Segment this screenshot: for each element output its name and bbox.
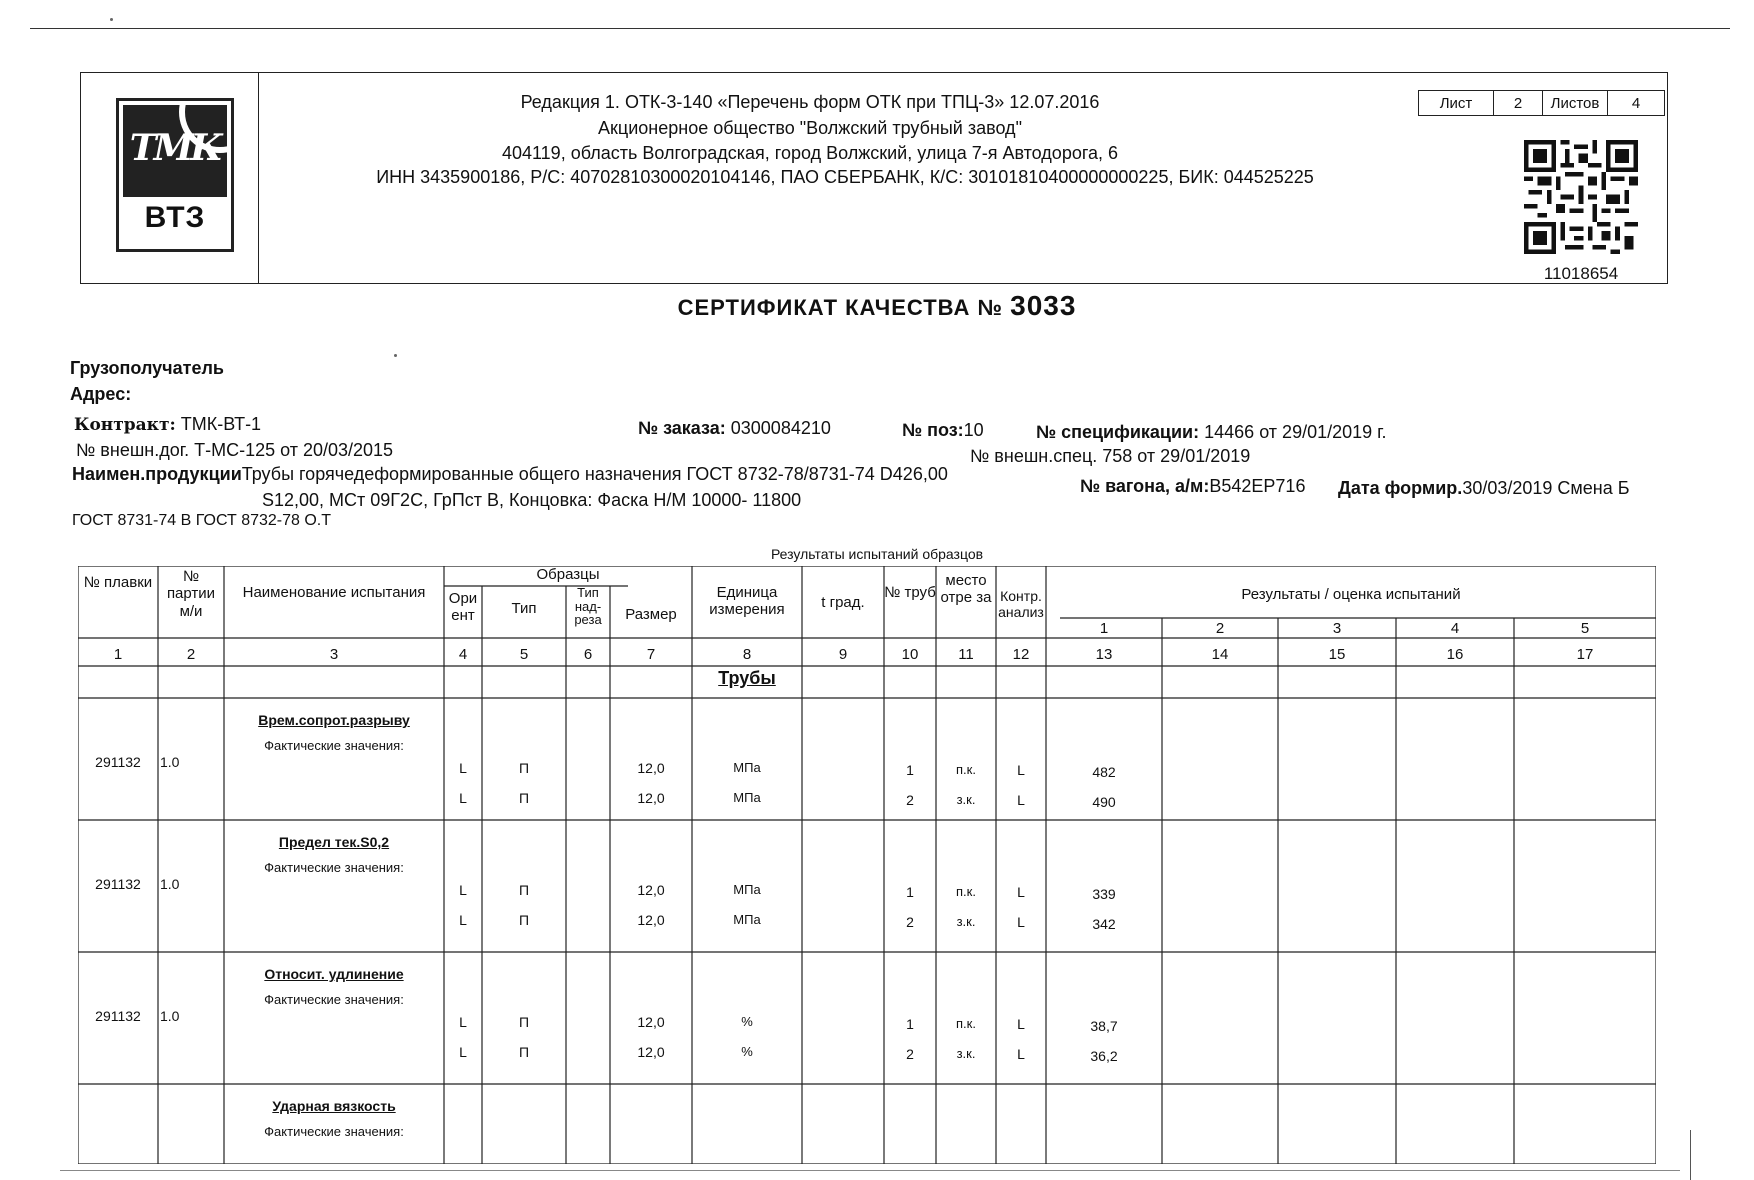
sample-type-cell: П — [518, 1044, 530, 1060]
result-value-1: 490 — [1092, 794, 1116, 810]
melt-number-cell: 291132 — [95, 876, 141, 892]
result-column-header-3: 3 — [1332, 620, 1342, 637]
shift-value: Смена Б — [1557, 478, 1630, 498]
test-name: Предел тек.S0,2 — [278, 834, 390, 850]
pipe-number-cell: 1 — [906, 884, 914, 900]
header-company-name: Акционерное общество "Волжский трубный завод" — [598, 118, 1022, 138]
address-label: Адрес: — [70, 384, 132, 404]
logo-emblem — [123, 105, 227, 197]
header-test-name: Наименование испытания — [242, 584, 426, 601]
product-label: Наимен.продукции — [72, 464, 242, 484]
logo-tmk-text: ТМК — [129, 127, 221, 169]
header-bank-details: ИНН 3435900186, Р/С: 40702810300020104146, ПАО СБЕРБАНК, К/С: 30101810400000000225, БИК: 044525225 — [376, 167, 1314, 187]
result-column-header-1: 1 — [1099, 620, 1109, 637]
control-analysis-cell: L — [1017, 884, 1025, 900]
scan-speck — [394, 354, 397, 357]
column-number-10: 10 — [901, 646, 919, 663]
lot-number-cell: 1.0 — [160, 876, 180, 892]
result-value-1: 342 — [1092, 916, 1116, 932]
external-specification: № внешн.спец. 758 от 29/01/2019 — [970, 446, 1251, 466]
actual-values-label: Фактические значения: — [264, 1124, 404, 1139]
header-cut-place: место отре за — [940, 572, 992, 607]
header-lot-number: № партии м/и — [166, 568, 216, 620]
pipe-number-cell: 2 — [906, 914, 914, 930]
pipe-number-cell: 1 — [906, 1016, 914, 1032]
scan-speck — [110, 18, 113, 21]
column-number-11: 11 — [958, 646, 974, 663]
header-company-address: 404119, область Волгоградская, город Волжский, улица 7-я Автодорога, 6 — [501, 143, 1119, 163]
logo-vtz-text: ВТЗ — [144, 201, 206, 234]
wagon-line — [1080, 476, 1305, 497]
column-number-3: 3 — [329, 646, 339, 663]
sheets-label: Листов — [1543, 91, 1608, 116]
company-logo — [116, 98, 234, 252]
contract-label: Контракт: — [74, 415, 176, 435]
pipe-number-cell: 2 — [906, 792, 914, 808]
control-analysis-cell: L — [1017, 792, 1025, 808]
certificate-number: 3033 — [1010, 290, 1077, 321]
column-number-1: 1 — [113, 646, 123, 663]
column-number-6: 6 — [583, 646, 593, 663]
column-number-8: 8 — [742, 646, 752, 663]
size-cell: 12,0 — [637, 882, 665, 898]
cut-place-cell: з.к. — [956, 1046, 976, 1061]
column-number-7: 7 — [646, 646, 656, 663]
sheets-value: 4 — [1608, 91, 1665, 116]
sample-type-cell: П — [518, 1014, 530, 1030]
specification-line — [1036, 422, 1387, 443]
lot-number-cell: 1.0 — [160, 754, 180, 770]
column-number-2: 2 — [186, 646, 196, 663]
header-control-analysis: Контр. анализ — [998, 588, 1044, 621]
product-line-2: S12,00, МСт 09Г2С, ГрПст В, Концовка: Фаска Н/М 10000- 11800 — [262, 490, 802, 510]
size-cell: 12,0 — [637, 1044, 665, 1060]
pipe-number-cell: 1 — [906, 762, 914, 778]
result-column-header-5: 5 — [1580, 620, 1590, 637]
header-notch-type: Тип над- реза — [574, 585, 602, 628]
order-line — [638, 418, 831, 439]
header-orientation: Ори ент — [448, 590, 478, 625]
sheet-counter-table — [1418, 90, 1665, 116]
sample-type-cell: П — [518, 882, 530, 898]
unit-cell: МПа — [733, 912, 761, 927]
column-number-16: 16 — [1446, 646, 1464, 663]
date-label: Дата формир. — [1338, 478, 1463, 498]
result-value-1: 339 — [1092, 886, 1116, 902]
unit-cell: МПа — [733, 790, 761, 805]
header-revision-line: Редакция 1. ОТК-3-140 «Перечень форм ОТК при ТПЦ-3» 12.07.2016 — [520, 92, 1100, 112]
control-analysis-cell: L — [1017, 914, 1025, 930]
certificate-title — [0, 290, 1754, 322]
position-line — [902, 420, 984, 441]
contract-value: ТМК-ВТ-1 — [180, 414, 262, 434]
header-sample-type: Тип — [511, 600, 537, 617]
product-line-3: ГОСТ 8731-74 В ГОСТ 8732-78 О.Т — [72, 512, 332, 529]
orientation-cell: L — [459, 790, 467, 806]
melt-number-cell: 291132 — [95, 1008, 141, 1024]
external-contract: № внешн.дог. Т-МС-125 от 20/03/2015 — [76, 440, 394, 460]
position-value: 10 — [963, 420, 984, 440]
orientation-cell: L — [459, 1044, 467, 1060]
orientation-cell: L — [459, 882, 467, 898]
header-temperature: t град. — [821, 594, 865, 611]
test-name: Относит. удлинение — [264, 966, 404, 982]
header-unit: Единица измерения — [709, 584, 785, 619]
size-cell: 12,0 — [637, 912, 665, 928]
pipe-number-cell: 2 — [906, 1046, 914, 1062]
consignee-label: Грузополучатель — [70, 358, 224, 378]
column-number-4: 4 — [458, 646, 468, 663]
sample-type-cell: П — [518, 790, 530, 806]
result-value-1: 36,2 — [1090, 1048, 1118, 1064]
scan-top-line — [30, 28, 1730, 29]
header-samples: Образцы — [536, 566, 600, 583]
orientation-cell: L — [459, 760, 467, 776]
qr-number: 11018654 — [1543, 264, 1619, 283]
test-name: Врем.сопрот.разрыву — [258, 712, 410, 728]
lot-number-cell: 1.0 — [160, 1008, 180, 1024]
scan-edge-mark — [1690, 1130, 1691, 1180]
header-results: Результаты / оценка испытаний — [1241, 586, 1461, 603]
result-value-1: 38,7 — [1090, 1018, 1118, 1034]
sample-type-cell: П — [518, 912, 530, 928]
cut-place-cell: п.к. — [956, 1016, 976, 1031]
cut-place-cell: з.к. — [956, 792, 976, 807]
unit-cell: МПа — [733, 760, 761, 775]
column-number-13: 13 — [1095, 646, 1113, 663]
product-line-1 — [72, 464, 948, 485]
unit-cell: МПа — [733, 882, 761, 897]
cut-place-cell: з.к. — [956, 914, 976, 929]
cut-place-cell: п.к. — [956, 762, 976, 777]
column-number-17: 17 — [1576, 646, 1594, 663]
specification-value: 14466 от 29/01/2019 г. — [1204, 422, 1387, 442]
actual-values-label: Фактические значения: — [264, 860, 404, 875]
unit-cell: % — [741, 1014, 753, 1029]
column-number-12: 12 — [1012, 646, 1030, 663]
sheet-label: Лист — [1419, 91, 1494, 116]
result-column-header-4: 4 — [1450, 620, 1460, 637]
orientation-cell: L — [459, 912, 467, 928]
header-pipe-number: № труб — [884, 584, 936, 601]
position-label: № поз: — [902, 420, 964, 440]
actual-values-label: Фактические значения: — [264, 992, 404, 1007]
header-divider — [258, 72, 259, 284]
melt-number-cell: 291132 — [95, 754, 141, 770]
date-value: 30/03/2019 — [1462, 478, 1553, 498]
header-melt-number: № плавки — [83, 574, 153, 591]
column-number-15: 15 — [1328, 646, 1346, 663]
column-number-9: 9 — [838, 646, 848, 663]
actual-values-label: Фактические значения: — [264, 738, 404, 753]
certificate-title-text: СЕРТИФИКАТ КАЧЕСТВА № — [677, 295, 1003, 320]
wagon-value: В542ЕР716 — [1209, 476, 1306, 496]
specification-label: № спецификации: — [1036, 422, 1200, 442]
result-value-1: 482 — [1092, 764, 1116, 780]
size-cell: 12,0 — [637, 1014, 665, 1030]
orientation-cell: L — [459, 1014, 467, 1030]
control-analysis-cell: L — [1017, 1046, 1025, 1062]
scan-bottom-line — [60, 1170, 1680, 1171]
order-value: 0300084210 — [730, 418, 831, 438]
column-number-5: 5 — [519, 646, 529, 663]
size-cell: 12,0 — [637, 790, 665, 806]
result-column-header-2: 2 — [1215, 620, 1225, 637]
control-analysis-cell: L — [1017, 1016, 1025, 1032]
cut-place-cell: п.к. — [956, 884, 976, 899]
section-title-pipes: Трубы — [718, 668, 776, 688]
unit-cell: % — [741, 1044, 753, 1059]
qr-code — [1524, 140, 1638, 254]
results-caption: Результаты испытаний образцов — [770, 546, 984, 562]
header-size: Размер — [625, 606, 677, 623]
column-number-14: 14 — [1211, 646, 1229, 663]
contract-line — [74, 414, 261, 435]
product-description: Трубы горячедеформированные общего назначения ГОСТ 8732-78/8731-74 D426,00 — [241, 464, 948, 484]
order-label: № заказа: — [638, 418, 726, 438]
size-cell: 12,0 — [637, 760, 665, 776]
control-analysis-cell: L — [1017, 762, 1025, 778]
sheet-value: 2 — [1494, 91, 1543, 116]
date-line — [1338, 478, 1630, 499]
wagon-label: № вагона, а/м: — [1080, 476, 1210, 496]
sample-type-cell: П — [518, 760, 530, 776]
test-name: Ударная вязкость — [272, 1098, 396, 1114]
